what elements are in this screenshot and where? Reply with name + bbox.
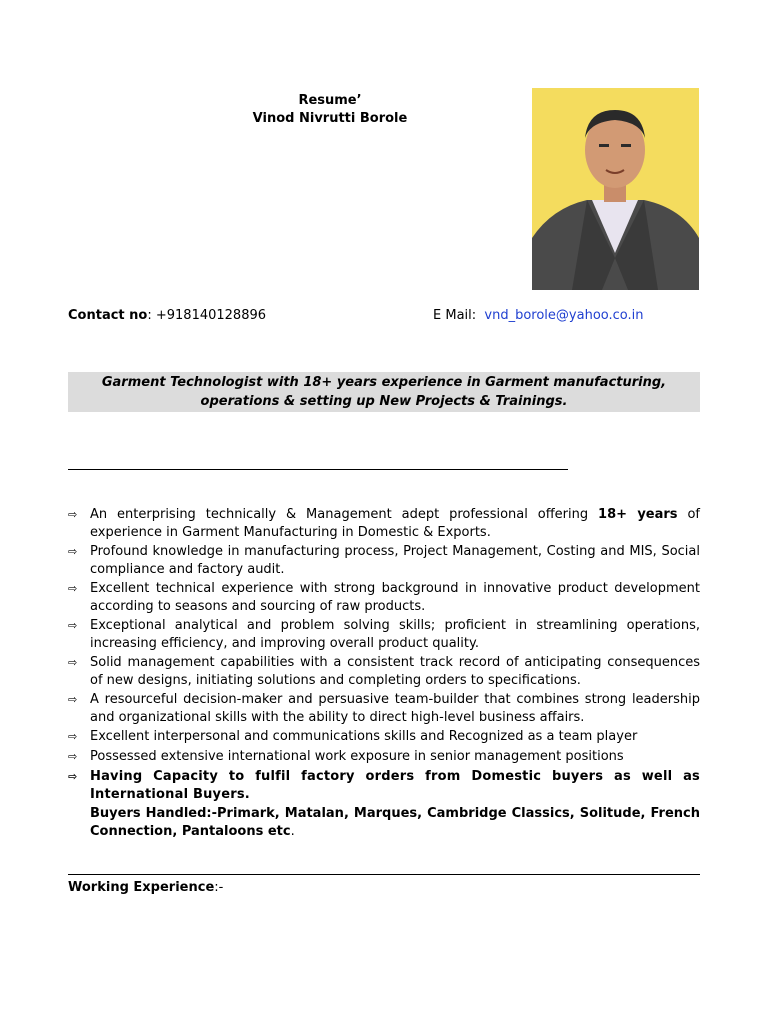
- arrow-right-icon: ⇨: [68, 656, 78, 669]
- list-item: ⇨ Solid management capabilities with a consistent track record of anticipating consequences of new designs, initiating solutions and completing orders to specifications.: [68, 655, 700, 688]
- resume-heading: [180, 92, 480, 128]
- arrow-right-icon: ⇨: [68, 749, 78, 763]
- arrow-right-icon: ⇨: [68, 545, 78, 558]
- buyers-handled: Buyers Handled:-Primark, Matalan, Marques, Cambridge Classics, Solitude, French Connection, Pantaloons etc.: [90, 806, 700, 839]
- list-item: ⇨ A resourceful decision-maker and persuasive team-builder that combines strong leadership and organizational skills with the ability to direct high-level business affairs.: [68, 692, 700, 725]
- list-item: ⇨ Possessed extensive international work exposure in senior management positions: [68, 748, 624, 764]
- email-label: E Mail:: [433, 308, 477, 323]
- resume-title: Resume’: [298, 93, 362, 108]
- arrow-right-icon: ⇨: [68, 693, 78, 706]
- section-divider: [68, 469, 568, 470]
- candidate-name: Vinod Nivrutti Borole: [252, 111, 408, 126]
- list-item: ⇨ Having Capacity to fulfil factory orders from Domestic buyers as well as International Buyers.: [68, 769, 700, 802]
- list-item: ⇨ Exceptional analytical and problem solving skills; proficient in streamlining operations, increasing efficiency, and improving overall product quality.: [68, 618, 700, 651]
- summary-banner: [68, 372, 700, 412]
- contact-email: [433, 307, 644, 325]
- list-item: ⇨ Excellent interpersonal and communications skills and Recognized as a team player: [68, 729, 638, 744]
- summary-line-2: operations & setting up New Projects & Trainings.: [200, 394, 568, 409]
- profile-bullets: [68, 506, 700, 842]
- profile-photo: [532, 88, 699, 290]
- list-item: ⇨ An enterprising technically & Management adept professional offering 18+ years of experience in Garment Manufacturing in Domestic & Exports.: [68, 507, 700, 540]
- phone-separator: :: [147, 308, 156, 323]
- arrow-right-icon: ⇨: [68, 730, 78, 743]
- phone-number: +918140128896: [155, 308, 267, 323]
- list-item: ⇨ Profound knowledge in manufacturing process, Project Management, Costing and MIS, Social compliance and factory audit.: [68, 544, 700, 577]
- phone-label: Contact no: [68, 308, 148, 323]
- section-divider-long: [68, 874, 700, 875]
- arrow-right-icon: ⇨: [68, 770, 78, 783]
- contact-phone: [68, 307, 266, 325]
- arrow-right-icon: ⇨: [68, 582, 78, 595]
- email-link[interactable]: vnd_borole@yahoo.co.in: [484, 308, 644, 323]
- summary-line-1: Garment Technologist with 18+ years experience in Garment manufacturing,: [101, 375, 667, 390]
- arrow-right-icon: ⇨: [68, 508, 78, 521]
- arrow-right-icon: ⇨: [68, 619, 78, 632]
- working-experience-heading: Working Experience:-: [68, 880, 224, 895]
- list-item: ⇨ Excellent technical experience with strong background in innovative product development according to seasons and sourcing of raw products.: [68, 581, 700, 614]
